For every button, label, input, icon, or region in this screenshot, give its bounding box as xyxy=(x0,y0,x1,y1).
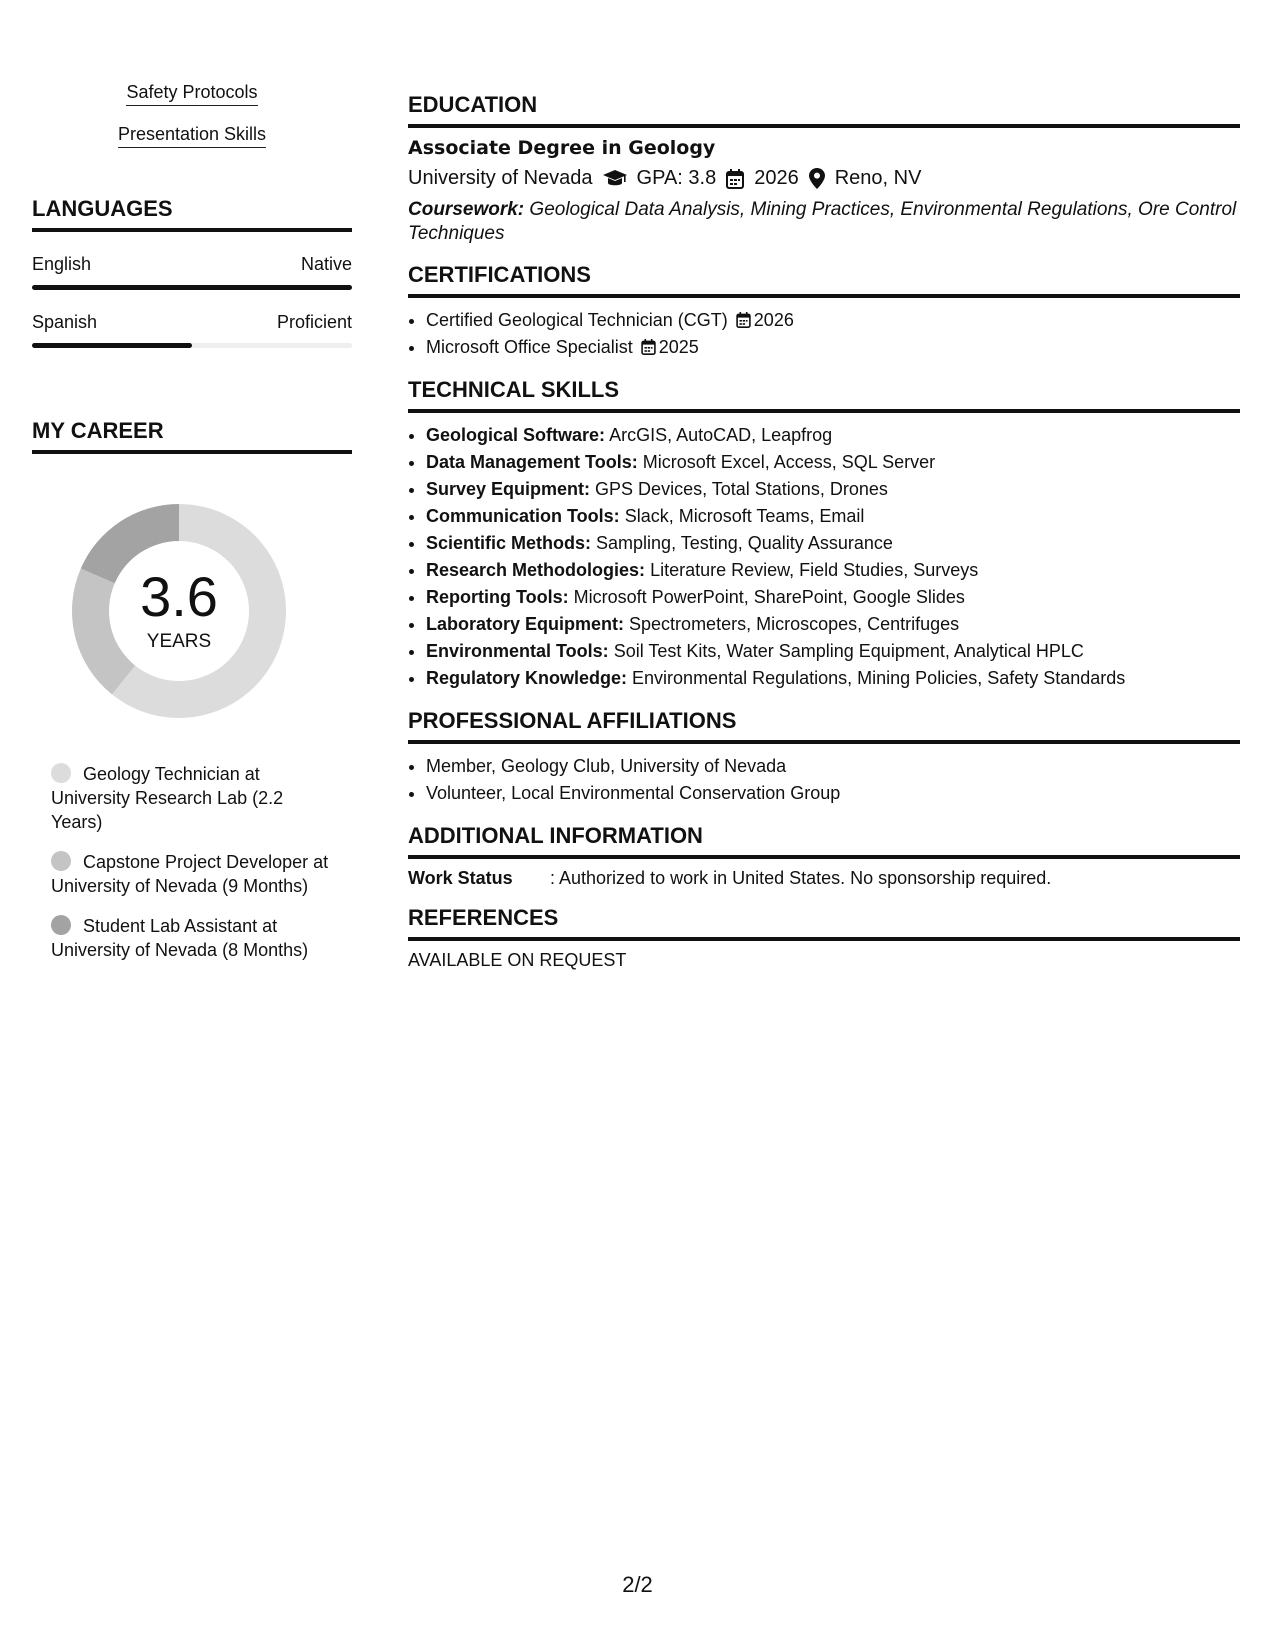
calendar-icon xyxy=(641,339,656,355)
language-level: Proficient xyxy=(276,312,352,332)
languages-heading: LANGUAGES xyxy=(32,196,352,232)
language-proficiency-bar xyxy=(32,285,352,290)
skill-item: • Laboratory Equipment: Spectrometers, Microscopes, Centrifuges xyxy=(426,611,1240,638)
language-level: Native xyxy=(300,254,352,274)
gpa: GPA: 3.8 xyxy=(636,167,717,189)
language-spanish xyxy=(32,312,352,348)
skill-item: • Scientific Methods: Sampling, Testing, Quality Assurance xyxy=(426,530,1240,557)
additional-info-heading: ADDITIONAL INFORMATION xyxy=(408,823,1240,859)
calendar-icon xyxy=(736,312,751,328)
career-legend-item: Capstone Project Developer at University of Nevada (9 Months) xyxy=(51,852,329,896)
main-content xyxy=(408,92,1240,987)
sidebar xyxy=(32,82,352,978)
language-proficiency-fill xyxy=(32,343,192,348)
skill-tag: Safety Protocols xyxy=(32,82,352,106)
career-total-unit: YEARS xyxy=(146,631,212,652)
legend-dot xyxy=(51,763,71,783)
career-legend xyxy=(51,762,331,962)
graduation-year: 2026 xyxy=(754,167,799,189)
skill-tag: Presentation Skills xyxy=(32,124,352,148)
skill-item: • Reporting Tools: Microsoft PowerPoint, SharePoint, Google Slides xyxy=(426,584,1240,611)
degree-title: Associate Degree in Geology xyxy=(408,137,716,159)
location-pin-icon xyxy=(809,168,825,189)
skill-item: • Geological Software: ArcGIS, AutoCAD, Leapfrog xyxy=(426,422,1240,449)
career-donut-chart xyxy=(64,496,294,726)
certification-item: • Certified Geological Technician (CGT) 2026 xyxy=(426,307,1240,334)
language-proficiency-fill xyxy=(32,285,352,290)
references-heading: REFERENCES xyxy=(408,905,1240,941)
skill-item: • Survey Equipment: GPS Devices, Total Stations, Drones xyxy=(426,476,1240,503)
certifications-section xyxy=(408,262,1240,361)
coursework-list: Geological Data Analysis, Mining Practices, Environmental Regulations, Ore Control Techniques xyxy=(408,199,1237,244)
coursework xyxy=(408,198,1240,246)
language-name: Spanish xyxy=(32,312,98,332)
career-heading: MY CAREER xyxy=(32,418,352,454)
technical-skills-heading: TECHNICAL SKILLS xyxy=(408,377,1240,413)
school-location: Reno, NV xyxy=(834,167,922,189)
skill-item: • Data Management Tools: Microsoft Excel, Access, SQL Server xyxy=(426,449,1240,476)
language-name: English xyxy=(32,254,92,274)
calendar-icon xyxy=(726,169,744,189)
coursework-label: Coursework: xyxy=(408,199,525,220)
skill-item: • Regulatory Knowledge: Environmental Regulations, Mining Policies, Safety Standards xyxy=(426,665,1240,692)
work-status-label: Work Status xyxy=(408,868,513,888)
career-total-years: 3.6 xyxy=(140,565,218,628)
additional-info-section xyxy=(408,823,1240,889)
affiliations-heading: PROFESSIONAL AFFILIATIONS xyxy=(408,708,1240,744)
career-legend-item: Student Lab Assistant at University of Nevada (8 Months) xyxy=(51,916,309,960)
school-name: University of Nevada xyxy=(408,167,593,189)
education-section xyxy=(408,92,1240,246)
references-section xyxy=(408,905,1240,971)
language-english xyxy=(32,254,352,290)
skill-item: • Communication Tools: Slack, Microsoft Teams, Email xyxy=(426,503,1240,530)
affiliation-item: • Volunteer, Local Environmental Conservation Group xyxy=(426,780,1240,807)
language-proficiency-bar xyxy=(32,343,352,348)
references-text: AVAILABLE ON REQUEST xyxy=(408,950,627,970)
skill-item: • Research Methodologies: Literature Review, Field Studies, Surveys xyxy=(426,557,1240,584)
graduation-cap-icon xyxy=(603,170,627,188)
skill-item: • Environmental Tools: Soil Test Kits, Water Sampling Equipment, Analytical HPLC xyxy=(426,638,1240,665)
certification-item: • Microsoft Office Specialist 2025 xyxy=(426,334,1240,361)
career-legend-item: Geology Technician at University Research Lab (2.2 Years) xyxy=(51,764,284,832)
work-status-value: : Authorized to work in United States. No sponsorship required. xyxy=(550,868,1052,888)
affiliation-item: • Member, Geology Club, University of Nevada xyxy=(426,753,1240,780)
page-number: 2/2 xyxy=(622,1572,653,1597)
legend-dot xyxy=(51,915,71,935)
technical-skills-section xyxy=(408,377,1240,692)
affiliations-section xyxy=(408,708,1240,807)
legend-dot xyxy=(51,851,71,871)
education-heading: EDUCATION xyxy=(408,92,1240,128)
certifications-heading: CERTIFICATIONS xyxy=(408,262,1240,298)
